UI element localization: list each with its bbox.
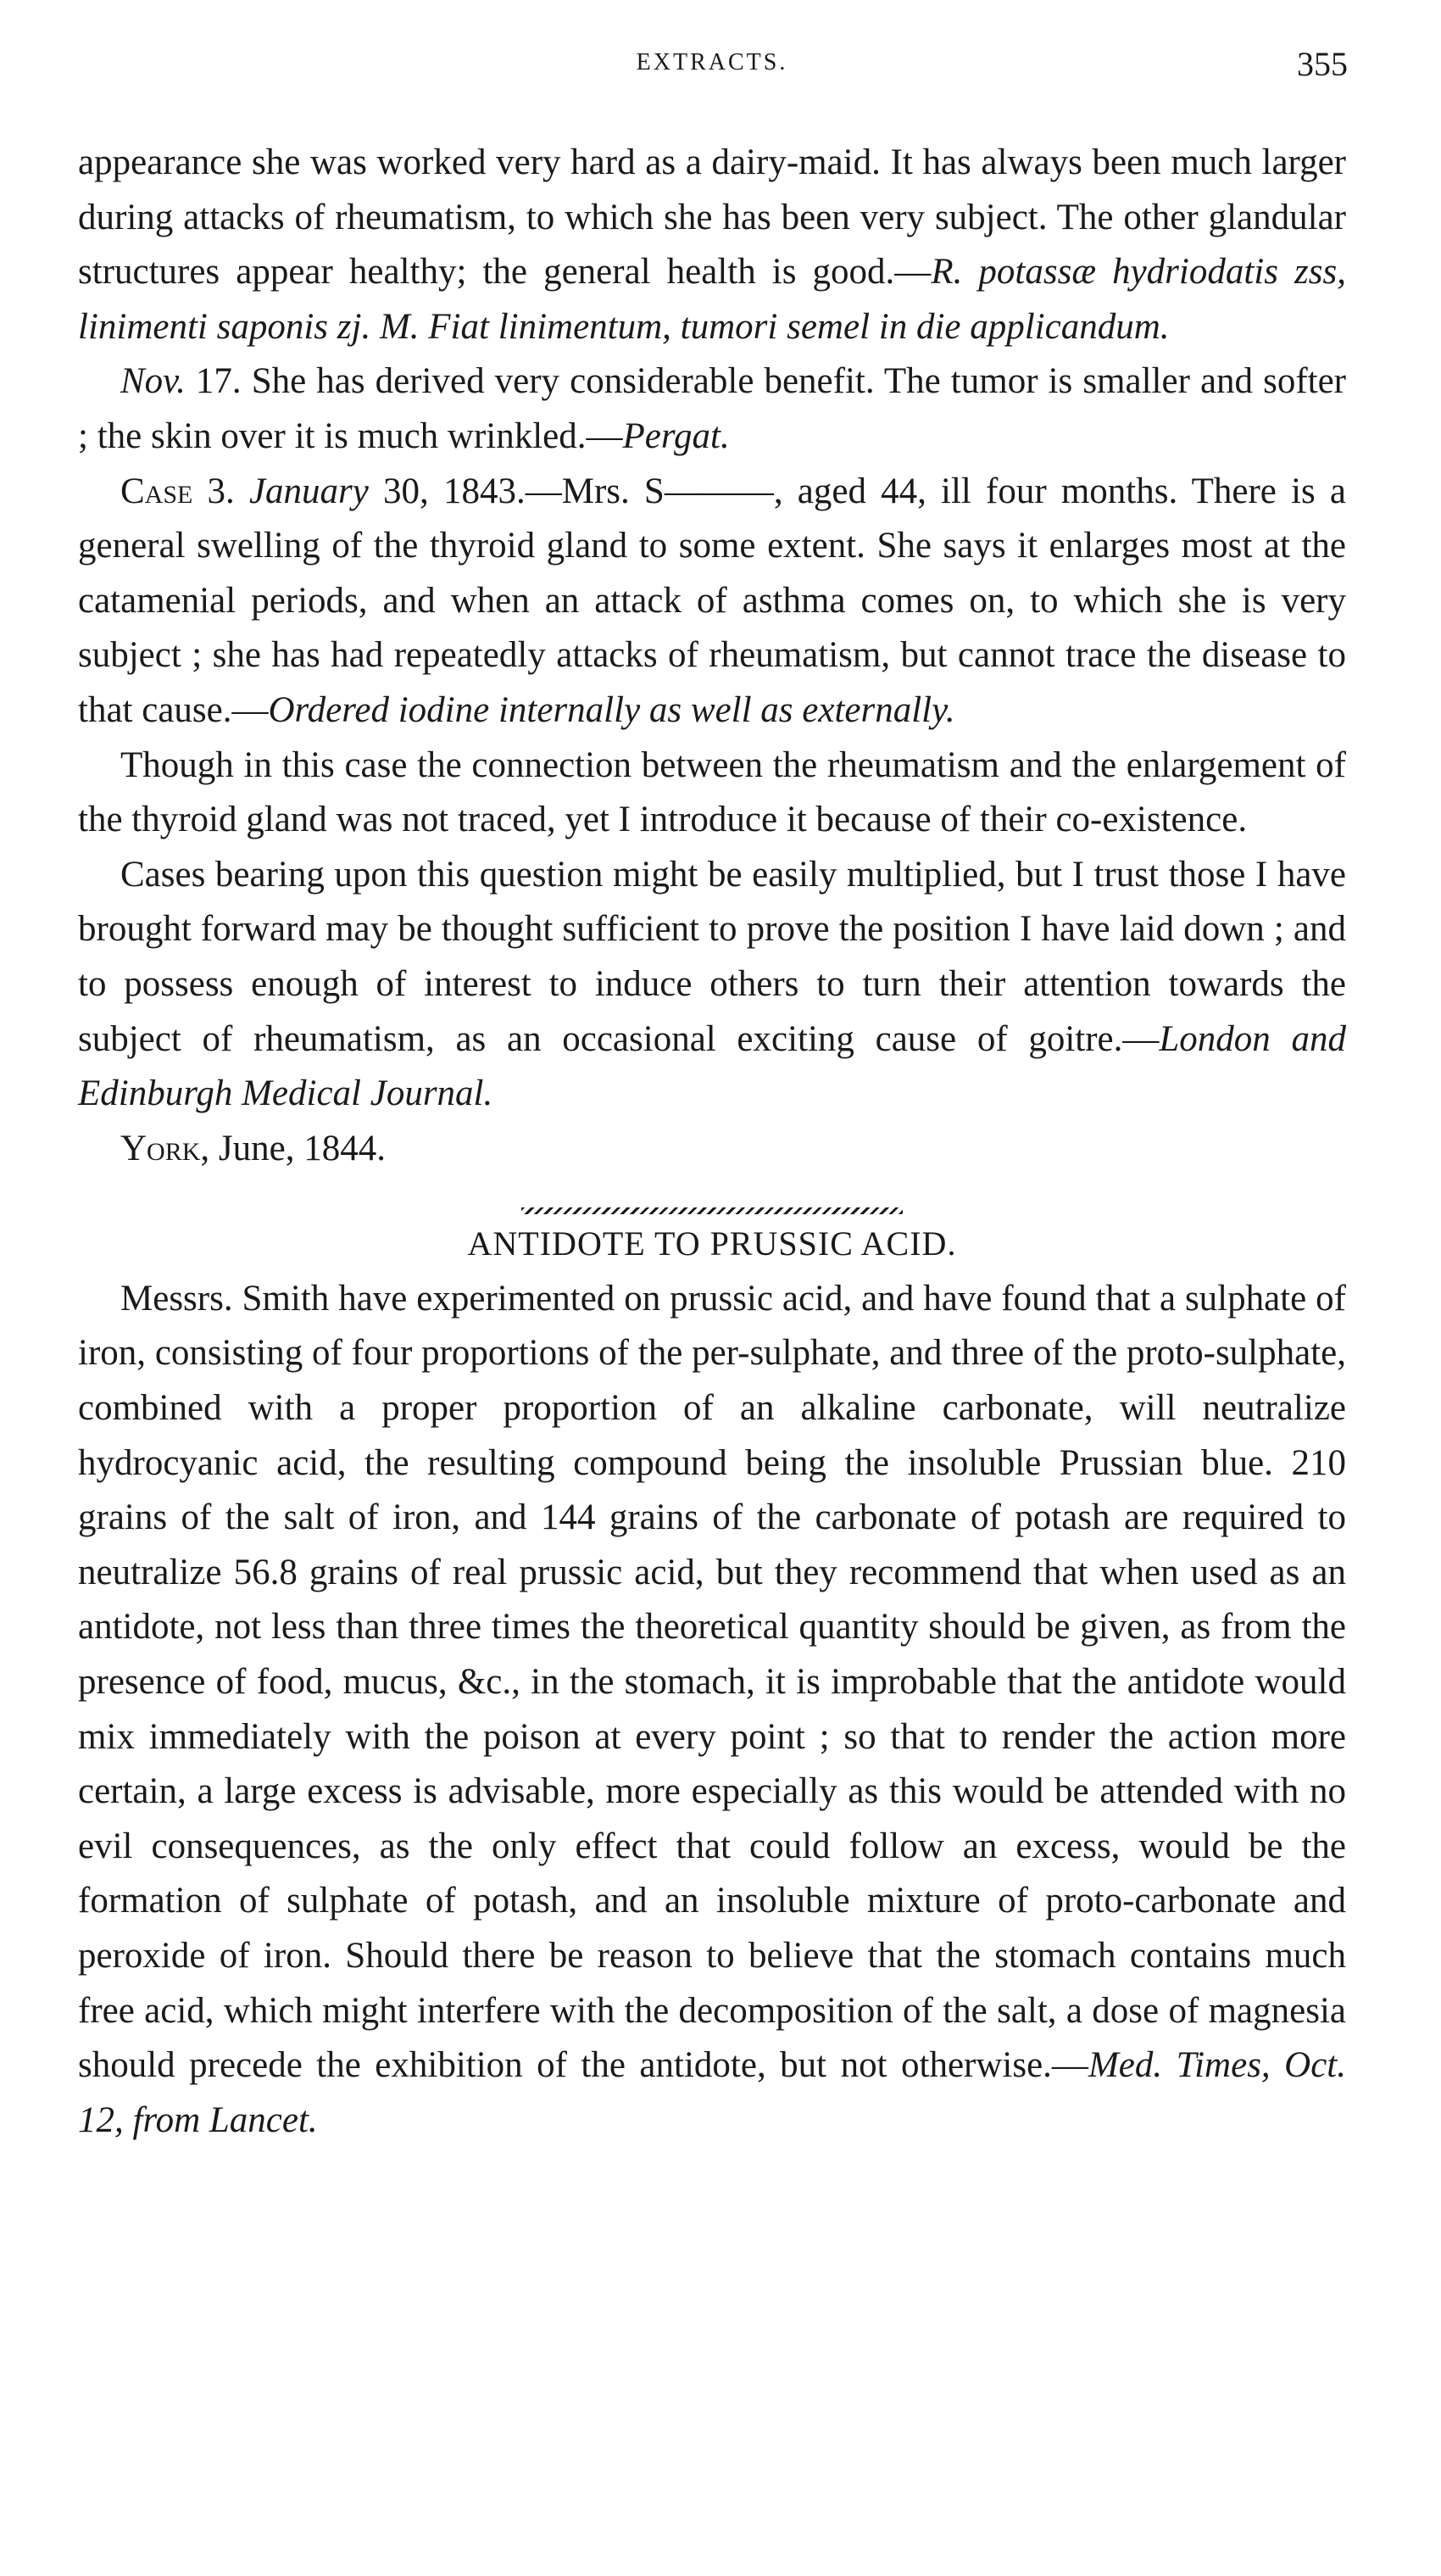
running-title: EXTRACTS.: [636, 49, 788, 75]
section-title: ANTIDOTE TO PRUSSIC ACID.: [467, 1224, 957, 1263]
section-divider: [78, 1176, 1346, 1217]
nov-date: Nov.: [120, 361, 186, 402]
case-month: January: [248, 471, 369, 511]
page-header: [76, 45, 1348, 100]
case-order: Ordered iodine internally as well as externally.: [268, 689, 955, 730]
signoff-date: , June, 1844.: [200, 1128, 386, 1168]
nov-text: 17. She has derived very considerable benefit. The tumor is smaller and softer ; the skin over it is much wrinkled.—: [78, 361, 1346, 456]
case-label: Case: [120, 471, 193, 511]
page-body: [78, 136, 1346, 2148]
though-paragraph: Though in this case the connection between the rheumatism and the enlargement of the thyroid gland was not traced, yet I introduce it because of their co-existence.: [78, 744, 1346, 840]
antidote-paragraph: [78, 1272, 1346, 2149]
case-3-paragraph: [78, 465, 1346, 739]
pergat-text: Pergat.: [622, 415, 730, 456]
wavy-rule: [521, 1207, 903, 1214]
cases-text: Cases bearing upon this question might be easily multiplied, but I trust those I have brought forward may be thought sufficient to prove the position I have laid down ; and to possess enough of interest to induce others to turn their attention towards the subject of rheumatism, as an occasional exciting cause of goitre.—: [78, 854, 1346, 1059]
signoff-place: York: [120, 1128, 201, 1168]
case-text: 30, 1843.—Mrs. S———, aged 44, ill four months. There is a general swelling of the thyroid gland to some extent. She says it enlarges most at the catamenial periods, and when an attack of asthma comes on, to which she is very subject ; she has had repeatedly attacks of rheumatism, but cannot trace the disease to that cause.—: [78, 471, 1347, 730]
prescription-text: R. potassæ hydriodatis zss, linimenti saponis zj. M. Fiat linimentum, tumori semel in die applicandum.: [78, 252, 1346, 347]
cases-source: London and Edinburgh Medical Journal.: [78, 1018, 1347, 1114]
antidote-source: Med. Times, Oct. 12, from Lancet.: [78, 2045, 1346, 2140]
antidote-text: Messrs. Smith have experimented on prussic acid, and have found that a sulphate of iron, consisting of four proportions of the per-sulphate, and three of the proto-sulphate, combined with a proper proportion of an alkaline carbonate, will neutralize hydrocyanic acid, the resulting compound being the insoluble Prussian blue. 210 grains of the salt of iron, and 144 grains of the carbonate of potash are required to neutralize 56.8 grains of real prussic acid, but they recommend that when used as an antidote, not less than three times the theoretical quantity should be given, as from the presence of food, mucus, &c., in the stomach, it is improbable that the antidote would mix immediately with the poison at every point ; so that to render the action more certain, a large excess is advisable, more especially as this would be attended with no evil consequences, as the only effect that could follow an excess, would be the formation of sulphate of potash, and an insoluble mixture of proto-carbonate and peroxide of iron. Should there be reason to believe that the stomach contains much free acid, which might interfere with the decomposition of the salt, a dose of magnesia should precede the exhibition of the antidote, but not otherwise.—: [78, 1278, 1346, 2086]
nov-17-paragraph: [78, 354, 1346, 464]
cases-paragraph: [78, 848, 1346, 1122]
continued-text: appearance she was worked very hard as a dairy-maid. It has always been much larger during attacks of rheumatism, to which she has been very subject. The other glandular structures appear healthy; the general health is good.—: [78, 142, 1346, 293]
signoff-line: [78, 1122, 1346, 1177]
case-number: 3.: [192, 471, 249, 511]
page-number: 355: [1297, 45, 1348, 83]
continued-paragraph: [78, 136, 1346, 354]
